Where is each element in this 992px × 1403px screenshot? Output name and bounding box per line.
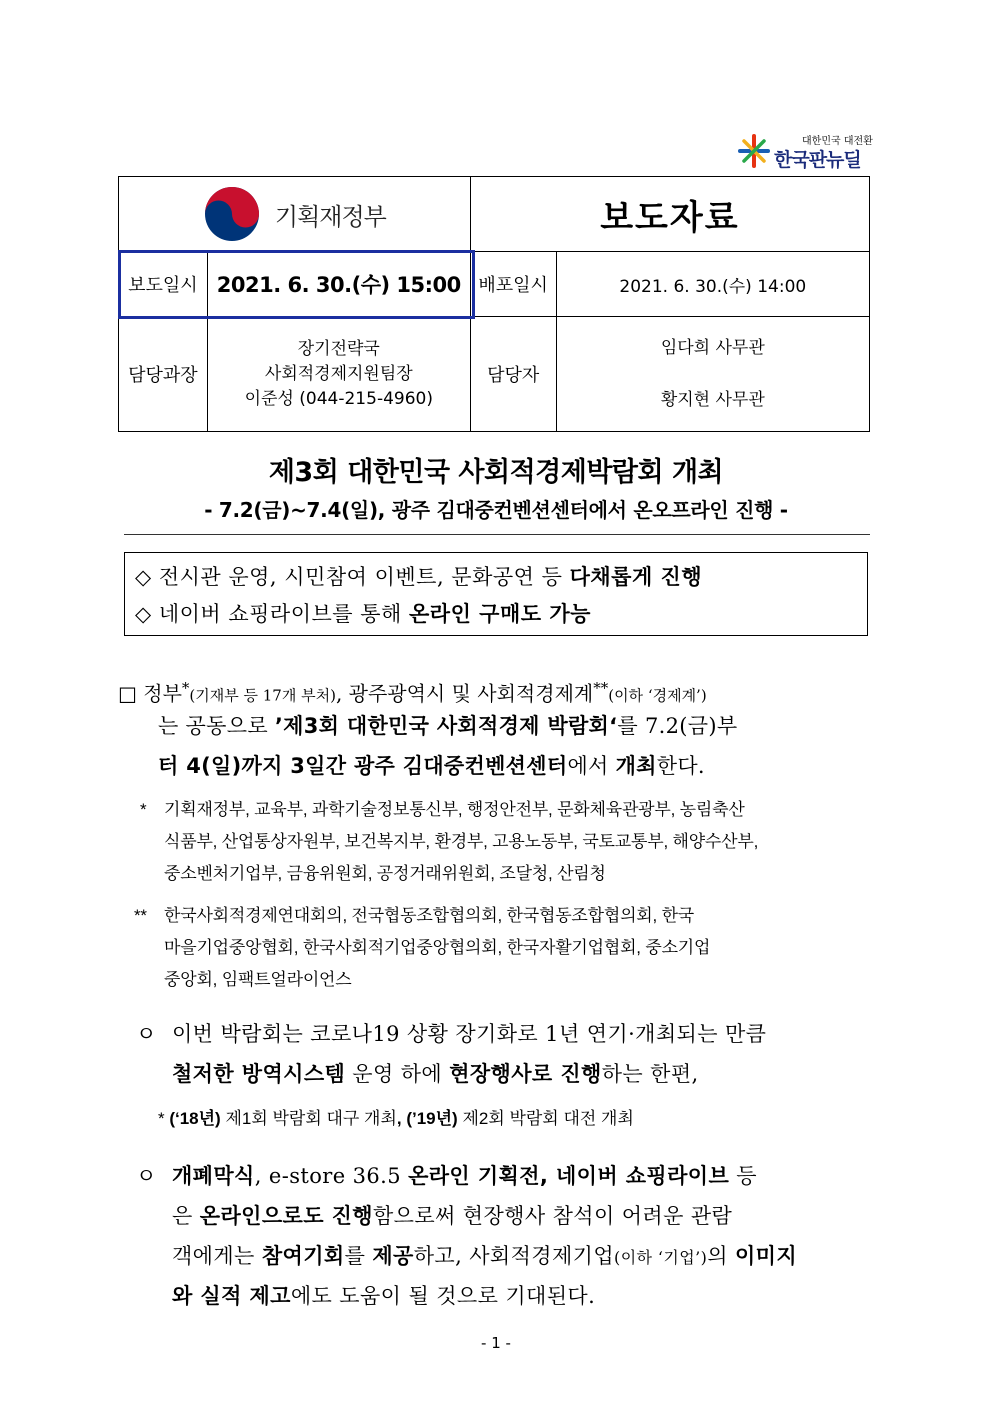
bullet-2-l3-e: 하고, 사회적경제기업 [413, 1244, 615, 1268]
p1-l2-c: 를 7.2(금)부 [617, 714, 738, 738]
release-time-value-cell [207, 252, 470, 317]
p1-text-c: , 광주광역시 및 사회적경제계 [335, 681, 594, 706]
bullet-1-bold-1: 철저한 방역시스템 [172, 1062, 346, 1086]
release-time-value: 2021. 6. 30.(수) 15:00 [216, 273, 461, 297]
bullet-1-note-year-1: (‘18년) [169, 1109, 221, 1128]
p1-text-d: (이하 ‘경제계’) [608, 686, 707, 705]
bullet-1-text-2: 운영 하에 [345, 1062, 450, 1086]
press-release-title: 보도자료 [600, 197, 740, 238]
bullet-1-text: 이번 박람회는 코로나19 상황 장기화로 1년 연기·개최되는 만큼 [172, 1022, 767, 1046]
p1-sup-1: * [181, 679, 190, 697]
bullet-2-l3-bold-1: 참여기회 [261, 1244, 345, 1268]
note-1-line-2: 식품부, 산업통상자원부, 보건복지부, 환경부, 고용노동부, 국토교통부, 해양수산부, [164, 832, 759, 851]
bullet-2-l3-c: 를 [344, 1244, 373, 1268]
note-1-line-3: 중소벤처기업부, 금융위원회, 공정거래위원회, 조달청, 산림청 [164, 864, 606, 883]
distribution-time-value: 2021. 6. 30.(수) 14:00 [619, 276, 807, 297]
bullet-1-text-3: 하는 한편, [601, 1062, 699, 1086]
summary-line-2-text: ◇ 네이버 쇼핑라이브를 통해 [135, 602, 409, 626]
paragraph-1-line-2 [158, 706, 737, 746]
bullet-1-note-text-1: 제1회 박람회 대구 개최 [220, 1109, 397, 1128]
bullet-1-line-2 [172, 1054, 699, 1094]
release-time-label-cell [119, 252, 208, 317]
ministry-logo [119, 185, 470, 243]
note-2-line-1 [134, 900, 694, 932]
p1-sup-2: ** [593, 679, 609, 697]
distribution-time-label: 배포일시 [478, 275, 548, 296]
contact-label: 담당자 [487, 365, 540, 386]
bullet-2-bold-1: 개폐막식 [172, 1164, 255, 1188]
bullet-2-l2-c: 함으로써 현장행사 참석이 어려운 관람 [372, 1204, 733, 1228]
summary-line-1-bold: 다채롭게 진행 [569, 565, 703, 589]
summary-box [124, 552, 868, 636]
note-1-line-1 [140, 794, 745, 826]
bullet-2-text-2: 등 [729, 1164, 757, 1188]
bullet-2-l3-g: 의 [707, 1244, 735, 1268]
summary-line-1-text: ◇ 전시관 운영, 시민참여 이벤트, 문화공연 등 [135, 565, 570, 589]
bullet-2-l3-bold-2: 제공 [372, 1244, 414, 1268]
bullet-2-line-3 [172, 1236, 797, 1278]
summary-line-2-bold: 온라인 구매도 가능 [409, 602, 591, 626]
circle-bullet-2: ㅇ [136, 1164, 157, 1188]
release-time-label: 보도일시 [128, 275, 198, 296]
paragraph-1-line-3 [158, 746, 705, 786]
dept-line-2: 사회적경제지원팀장 [264, 363, 413, 384]
bullet-1-line-1 [136, 1014, 766, 1054]
title-divider [124, 534, 870, 535]
bullet-2-bold-2: 온라인 기획전, 네이버 쇼핑라이브 [408, 1164, 730, 1188]
note-1-text-1: 기획재정부, 교육부, 과학기술정보통신부, 행정안전부, 문화체육관광부, 농림축산 [164, 800, 745, 819]
headline: 제3회 대한민국 사회적경제박람회 개최 [268, 457, 724, 488]
ministry-name: 기획재정부 [274, 202, 386, 231]
new-deal-star-icon [738, 134, 770, 168]
bullet-1-note-text-2: 제2회 박람회 대전 개최 [457, 1109, 634, 1128]
contact-value-cell [556, 317, 869, 432]
note-2-line-3: 중앙회, 임팩트얼라이언스 [164, 970, 352, 989]
note-2-marker: ** [134, 906, 147, 925]
bullet-2-l3-bold-3: 이미지 [734, 1244, 798, 1268]
summary-line-1 [135, 559, 867, 596]
press-header-table [118, 176, 870, 432]
new-deal-name: 한국판뉴딜 [774, 149, 861, 171]
note-2-line-2: 마을기업중앙협회, 한국사회적기업중앙협의회, 한국자활기업협회, 중소기업 [164, 938, 711, 957]
note-1-marker: * [140, 800, 147, 819]
p1-l3-d: 한다. [656, 754, 705, 778]
bullet-1-note-year-2: , (’19년) [396, 1109, 458, 1128]
p1-l3-b: 에서 [567, 754, 616, 778]
new-deal-tagline: 대한민국 대전환 [802, 136, 873, 147]
bullet-2-l2-a: 은 [172, 1204, 200, 1228]
distribution-time-label-cell [470, 252, 556, 317]
bullet-2-l2-bold: 온라인으로도 진행 [199, 1204, 373, 1228]
taegeuk-emblem-icon [203, 185, 261, 243]
bullet-2-l4-text: 에도 도움이 될 것으로 기대된다. [290, 1284, 596, 1308]
bullet-1-note [158, 1104, 634, 1129]
bullet-2-line-4 [172, 1276, 595, 1316]
bullet-1-bold-2: 현장행사로 진행 [449, 1062, 602, 1086]
dept-line-3: 이준성 (044-215-4960) [244, 388, 433, 409]
circle-bullet-1: ㅇ [136, 1022, 157, 1046]
subheadline: - 7.2(금)~7.4(일), 광주 김대중컨벤션센터에서 온오프라인 진행 - [204, 498, 788, 522]
bullet-2-l3-f: (이하 ‘기업’) [614, 1248, 708, 1267]
contact-person-1: 임다희 사무관 [660, 338, 765, 358]
p1-l2-a: 는 공동으로 [158, 714, 275, 738]
bullet-2-line-2 [172, 1196, 732, 1236]
square-bullet: □ [118, 681, 137, 706]
bullet-1-note-marker: * [158, 1109, 170, 1128]
press-release-title-cell [470, 177, 869, 252]
p1-text-b: (기재부 등 17개 부처) [189, 686, 336, 705]
p1-text-a: 정부 [136, 681, 182, 706]
distribution-time-value-cell [556, 252, 869, 317]
bullet-2-text-1: , e-store 36.5 [254, 1164, 409, 1188]
note-2-text-1: 한국사회적경제연대회의, 전국협동조합협의회, 한국협동조합협의회, 한국 [164, 906, 695, 925]
dept-line-1: 장기전략국 [297, 338, 380, 359]
dept-head-label: 담당과장 [128, 365, 198, 386]
p1-l3-bold: 터 4(일)까지 3일간 광주 김대중컨벤션센터 [158, 754, 568, 778]
bullet-2-l3-a: 객에게는 [172, 1244, 262, 1268]
p1-l2-bold: ’제3회 대한민국 사회적경제 박람회‘ [274, 714, 618, 738]
dept-head-value-cell [207, 317, 470, 432]
bullet-2-l4-bold: 와 실적 제고 [172, 1284, 291, 1308]
ministry-cell [119, 177, 471, 252]
dept-head-label-cell [119, 317, 208, 432]
contact-person-2: 황지현 사무관 [660, 390, 765, 410]
page-number: - 1 - [481, 1334, 511, 1352]
bullet-2-line-1 [136, 1156, 757, 1196]
contact-label-cell [470, 317, 556, 432]
p1-l3-bold-2: 개최 [615, 754, 657, 778]
korean-new-deal-logo [738, 130, 874, 172]
summary-line-2 [135, 596, 867, 633]
